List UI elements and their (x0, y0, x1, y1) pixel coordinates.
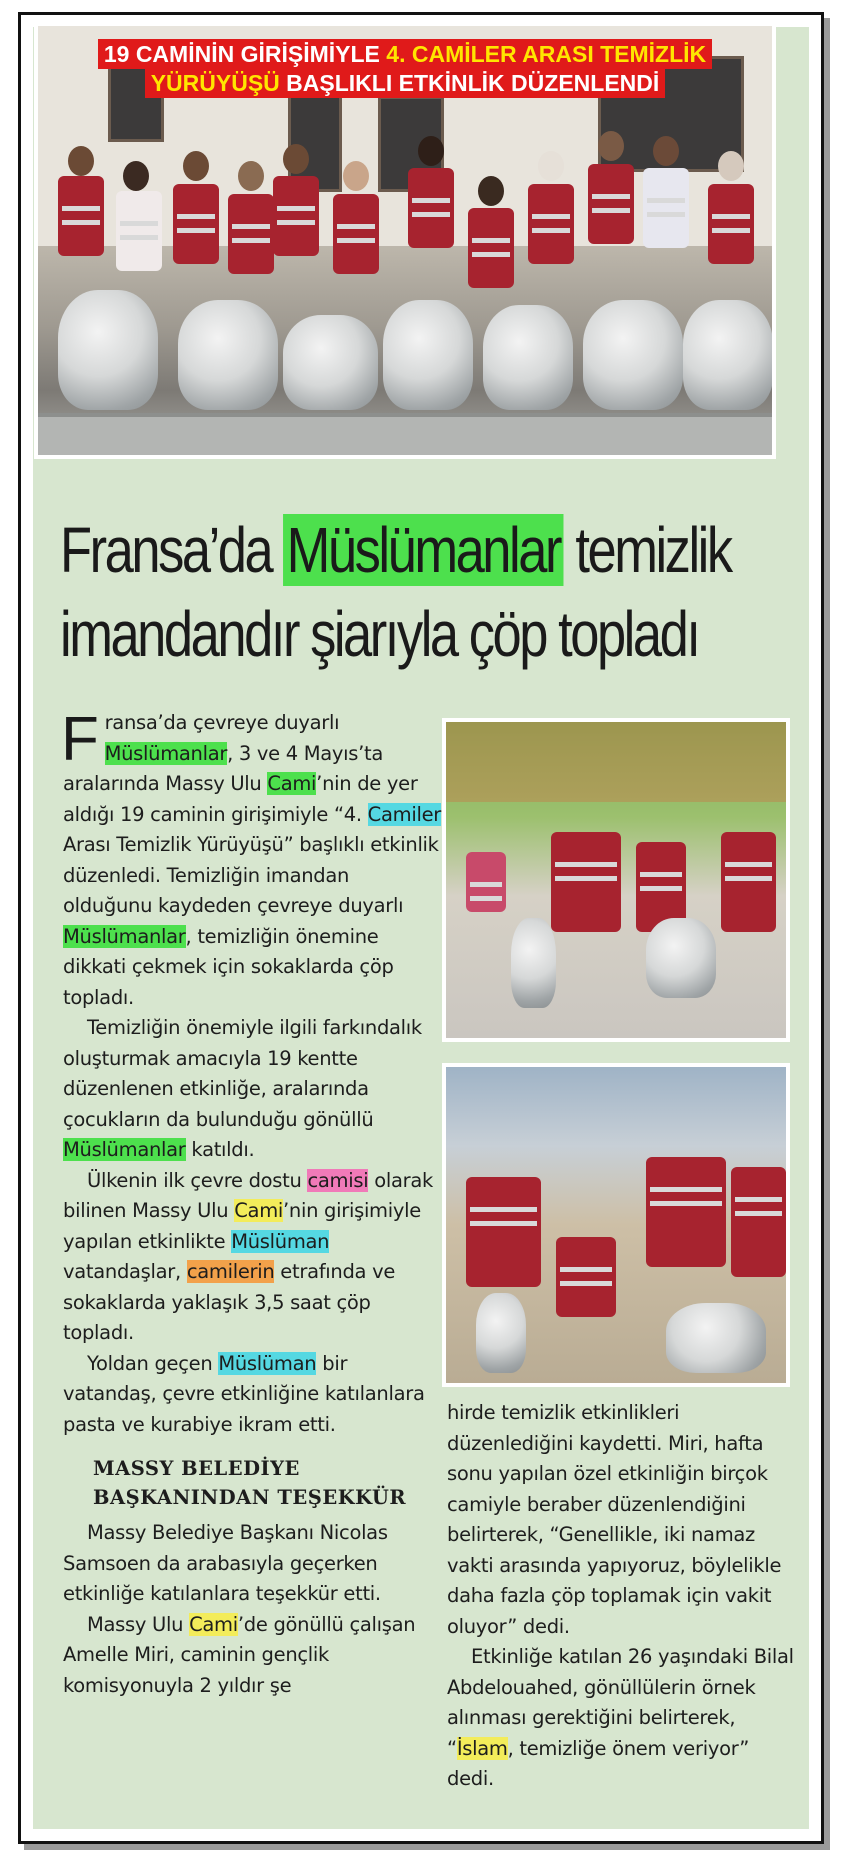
volunteer-vest (731, 1167, 786, 1277)
trash-bag (476, 1293, 526, 1373)
person-head (418, 136, 444, 166)
highlight-yellow: Cami (189, 1612, 238, 1636)
person-head (68, 146, 94, 176)
trash-bag (511, 918, 556, 1008)
text-span: etrafında ve sokaklarda yaklaşık 3,5 saat çöp topladı. (63, 1260, 396, 1344)
highlight-green: Cami (267, 772, 317, 795)
highlight-green: Müslümanlar (63, 1138, 186, 1161)
text-span: bir vatandaş, çevre etkinliğine katılanlara pasta ve kurabiye ikram etti. (63, 1351, 425, 1436)
text-span: , 3 ve 4 Mayıs’ta aralarında Massy Ulu (63, 741, 384, 795)
text-span: ’de gönüllü çalışan Amelle Miri, caminin gençlik komisyonuyla 2 yıldır şe (63, 1612, 416, 1697)
volunteer-vest (643, 168, 689, 248)
volunteer-vest (228, 194, 274, 274)
banner-line2-white: BAŞLIKLI ETKİNLİK DÜZENLENDİ (279, 69, 660, 96)
subheading-line1: MASSY BELEDİYE (93, 1457, 300, 1480)
paragraph-8 (447, 1642, 799, 1795)
text-span: , temizliğe önem veriyor” dedi. (447, 1736, 750, 1790)
text-span: olarak bilinen Massy Ulu (63, 1168, 433, 1222)
person-head (283, 144, 309, 174)
article-column-1 (61, 705, 443, 1701)
headline-highlight: Müslümanlar (283, 514, 563, 586)
text-span: ’nin de yer aldığı 19 caminin girişimiyle “4. (63, 772, 418, 826)
headline-line2: imandandır şiarıyla çöp topladı (60, 598, 699, 670)
volunteer-vest (646, 1157, 726, 1267)
text-span: ’nin girişimiyle yapılan etkinlikte (63, 1199, 421, 1253)
person-head (478, 176, 504, 206)
background-building (446, 722, 786, 802)
volunteer-vest (721, 832, 776, 932)
text-span: Massy Ulu (87, 1612, 190, 1636)
subheading-line2: BAŞKANINDAN TEŞEKKÜR (93, 1486, 407, 1509)
paragraph-6 (63, 1610, 443, 1702)
person-head (238, 161, 264, 191)
headline-part2: temizlik (563, 514, 731, 586)
text-span: Arası Temizlik Yürüyüşü” başlıklı etkinlik düzenledi. Temizliğin imandan olduğunu kaydeden çevreye duyarlı (63, 833, 439, 917)
volunteer-vest (173, 184, 219, 264)
text-span: Ülkenin ilk çevre dostu (87, 1168, 308, 1192)
trash-bag (646, 918, 716, 998)
person-head (123, 161, 149, 191)
headline-line1 (60, 508, 731, 592)
paragraph-1 (61, 705, 443, 1013)
person-head (718, 151, 744, 181)
highlight-magenta: camisi (307, 1168, 369, 1192)
sidewalk-curb (38, 413, 772, 455)
banner-line1 (98, 39, 712, 69)
trash-bag (58, 290, 158, 410)
top-photo (34, 22, 776, 459)
highlight-green: Müslümanlar (104, 741, 228, 765)
highlight-cyan: Camiler (367, 802, 441, 826)
highlight-cyan: Müslüman (231, 1229, 330, 1253)
trash-bag (283, 315, 378, 410)
drop-cap: F (61, 705, 99, 774)
paragraph-2 (63, 1013, 443, 1166)
volunteer-vest (58, 176, 104, 256)
side-photo-top (442, 718, 790, 1042)
banner-line2-yellow: YÜRÜYÜŞÜ (150, 69, 280, 96)
highlight-yellow: İslam (456, 1736, 508, 1760)
volunteer-vest (466, 1177, 541, 1287)
subheading (93, 1454, 443, 1512)
headline-part1: Fransa’da (60, 514, 284, 586)
paragraph-4 (63, 1349, 443, 1441)
person-head (538, 151, 564, 181)
volunteer-vest (551, 832, 621, 932)
highlight-cyan: Müslüman (218, 1351, 317, 1375)
trash-bag (383, 300, 473, 410)
volunteer-vest (468, 208, 514, 288)
trash-bag (666, 1303, 766, 1373)
person-head (183, 151, 209, 181)
highlight-orange: camilerin (186, 1260, 275, 1283)
text-span: Etkinliğe katılan 26 yaşındaki Bilal Abdelouahed, gönüllülerin örnek alınması gerektiğini belirterek, “ (447, 1645, 794, 1760)
text-span: , temizliğin önemine dikkati çekmek için sokaklarda çöp topladı. (63, 924, 394, 1009)
banner-line1-yellow: 4. CAMİLER ARASI TEMİZLİK (386, 41, 707, 67)
paragraph-3 (63, 1166, 443, 1349)
text-span: vatandaşlar, (63, 1260, 187, 1283)
trash-bag (178, 300, 278, 410)
person-head (598, 131, 624, 161)
volunteer-vest (588, 164, 634, 244)
banner-line1-white: 19 CAMİNİN GİRİŞİMİYLE (103, 41, 387, 67)
person-head (653, 136, 679, 166)
text-span: Yoldan geçen (87, 1351, 219, 1375)
photo-banner (38, 40, 772, 98)
volunteer-vest (708, 184, 754, 264)
side-photo-bottom (442, 1063, 790, 1387)
trash-bag (483, 305, 573, 410)
paragraph-7: hirde temizlik etkinlikleri düzenlediğini kaydetti. Miri, hafta sonu yapılan özel etkinliğin birçok camiyle beraber düzenlendiğini belirterek, “Genellikle, iki namaz vakti arasında yapıyoruz, böylelikle daha fazla çöp toplamak için vakit oluyor” dedi. (447, 1401, 782, 1638)
text-span: katıldı. (185, 1138, 255, 1161)
banner-line2 (145, 68, 666, 98)
text-span: Temizliğin önemiyle ilgili farkındalık oluşturmak amacıyla 19 kentte düzenlenen etkinliğe, aralarında çocukların da bulunduğu gönüllü (63, 1016, 422, 1131)
paragraph-5: Massy Belediye Başkanı Nicolas Samsoen da arabasıyla geçerken etkinliğe katılanlara teşekkür etti. (63, 1521, 388, 1605)
volunteer-vest (466, 852, 506, 912)
volunteer-vest (333, 194, 379, 274)
headline (60, 508, 731, 676)
trash-bag (583, 300, 683, 410)
highlight-yellow: Cami (234, 1199, 284, 1222)
volunteer-vest (556, 1237, 616, 1317)
volunteer-vest (408, 168, 454, 248)
volunteer-vest (528, 184, 574, 264)
text-span: ransa’da çevreye duyarlı (104, 711, 340, 734)
person-head (343, 161, 369, 191)
trash-bag (683, 300, 773, 410)
article-column-2 (447, 1398, 799, 1795)
highlight-green: Müslümanlar (63, 924, 186, 948)
volunteer-vest (116, 191, 162, 271)
volunteer-vest (273, 176, 319, 256)
